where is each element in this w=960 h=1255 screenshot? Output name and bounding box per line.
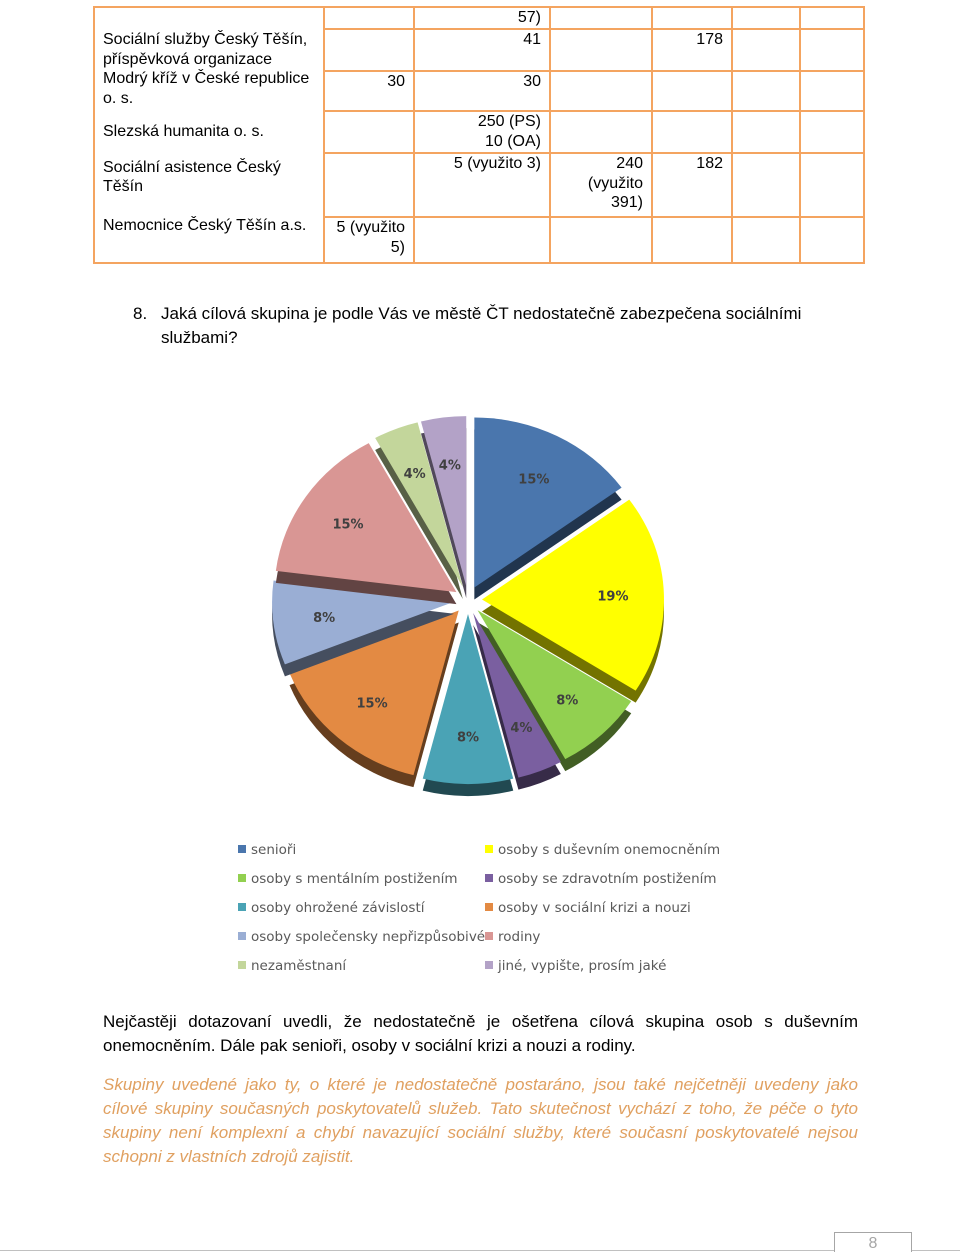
cell-value: 178: [696, 31, 723, 48]
legend-label: osoby s duševním onemocněním: [498, 842, 721, 858]
legend-label: osoby se zdravotním postižením: [498, 871, 717, 887]
cell-value: 5 (využito: [336, 219, 405, 236]
legend-item: [485, 929, 540, 945]
cell-value: 57): [517, 9, 541, 26]
cell-value: 30: [523, 73, 541, 90]
footer-divider: [0, 1250, 960, 1251]
org-name: Modrý kříž v České republice o. s.: [103, 70, 310, 107]
legend-swatch: [485, 874, 493, 882]
page-number: 8: [834, 1232, 912, 1252]
legend-item: [485, 900, 691, 916]
legend-swatch: [238, 874, 246, 882]
cell-value: 30: [387, 73, 405, 90]
legend-swatch: [485, 961, 493, 969]
org-name: Nemocnice Český Těšín a.s.: [103, 216, 307, 234]
data-label: 19%: [597, 589, 629, 605]
legend-item: [485, 842, 720, 858]
cell-value: 240: [616, 155, 643, 172]
pie-slices: [272, 416, 664, 796]
legend-label: jiné, vypište, prosím jaké: [498, 958, 667, 974]
data-label: 8%: [556, 693, 579, 709]
data-label: 8%: [456, 730, 480, 746]
cell-value: 250 (PS): [477, 113, 541, 130]
legend-swatch: [238, 961, 246, 969]
summary-paragraph: Nejčastěji dotazovaní uvedli, že nedostatečně je ošetřena cílová skupina osob s duševním onemocněním. Dále pak senioři, osoby v sociální krizi a nouzi a rodiny.: [103, 1012, 858, 1055]
cell-value: (využito: [587, 174, 643, 192]
legend-swatch: [238, 903, 246, 911]
legend-swatch: [238, 845, 246, 853]
org-name: Sociální služby Český Těšín, příspěvková organizace: [103, 31, 308, 68]
data-label: 15%: [518, 472, 550, 488]
cell-value: 182: [696, 155, 723, 172]
data-label: 4%: [510, 720, 533, 736]
cell-value: 5 (využito 3): [453, 155, 541, 172]
data-label: 15%: [332, 517, 364, 533]
data-label: 15%: [356, 696, 388, 712]
legend-swatch: [485, 903, 493, 911]
legend-item: [238, 871, 458, 887]
question-text-line1: Jaká cílová skupina je podle Vás ve městě ČT nedostatečně zabezpečena sociálními: [161, 304, 802, 323]
legend-label: osoby společensky nepřizpůsobivé: [251, 929, 486, 945]
legend-label: nezaměstnaní: [251, 958, 347, 974]
legend-swatch: [485, 845, 493, 853]
legend-swatch: [238, 932, 246, 940]
legend-label: rodiny: [498, 929, 541, 945]
legend-label: senioři: [251, 842, 297, 858]
legend-item: [238, 929, 485, 945]
legend-item: [238, 842, 296, 858]
legend-label: osoby s mentálním postižením: [251, 871, 458, 887]
cell-value: 41: [523, 31, 541, 48]
cell-value: 10 (OA): [484, 132, 541, 150]
legend-label: osoby v sociální krizi a nouzi: [498, 900, 691, 916]
data-label: 4%: [403, 467, 426, 483]
legend-item: [485, 958, 666, 974]
data-label: 8%: [313, 611, 336, 627]
data-label: 4%: [438, 458, 461, 474]
org-name: Slezská humanita o. s.: [103, 123, 264, 140]
legend-item: [485, 871, 717, 887]
org-name: Sociální asistence Český Těšín: [103, 158, 281, 195]
cell-value: 5): [390, 238, 405, 256]
question-text-line2: službami?: [161, 328, 238, 347]
legend-label: osoby ohrožené závislostí: [251, 900, 425, 916]
cell-value: 391): [610, 194, 643, 211]
legend-swatch: [485, 932, 493, 940]
question-number: 8.: [133, 304, 148, 323]
comment-paragraph: Skupiny uvedené jako ty, o které je nedostatečně postaráno, jsou také nejčetněji uvedeny jako cílové skupiny současných poskytovatelů služeb. Tato skutečnost vychází z toho, že péče o tyto skupiny není komplexní a chybí navazující sociální služby, které současní poskytovatelé nejsou schopni z vlastních zdrojů zajistit.: [103, 1075, 858, 1166]
legend-item: [238, 958, 346, 974]
legend-item: [238, 900, 425, 916]
